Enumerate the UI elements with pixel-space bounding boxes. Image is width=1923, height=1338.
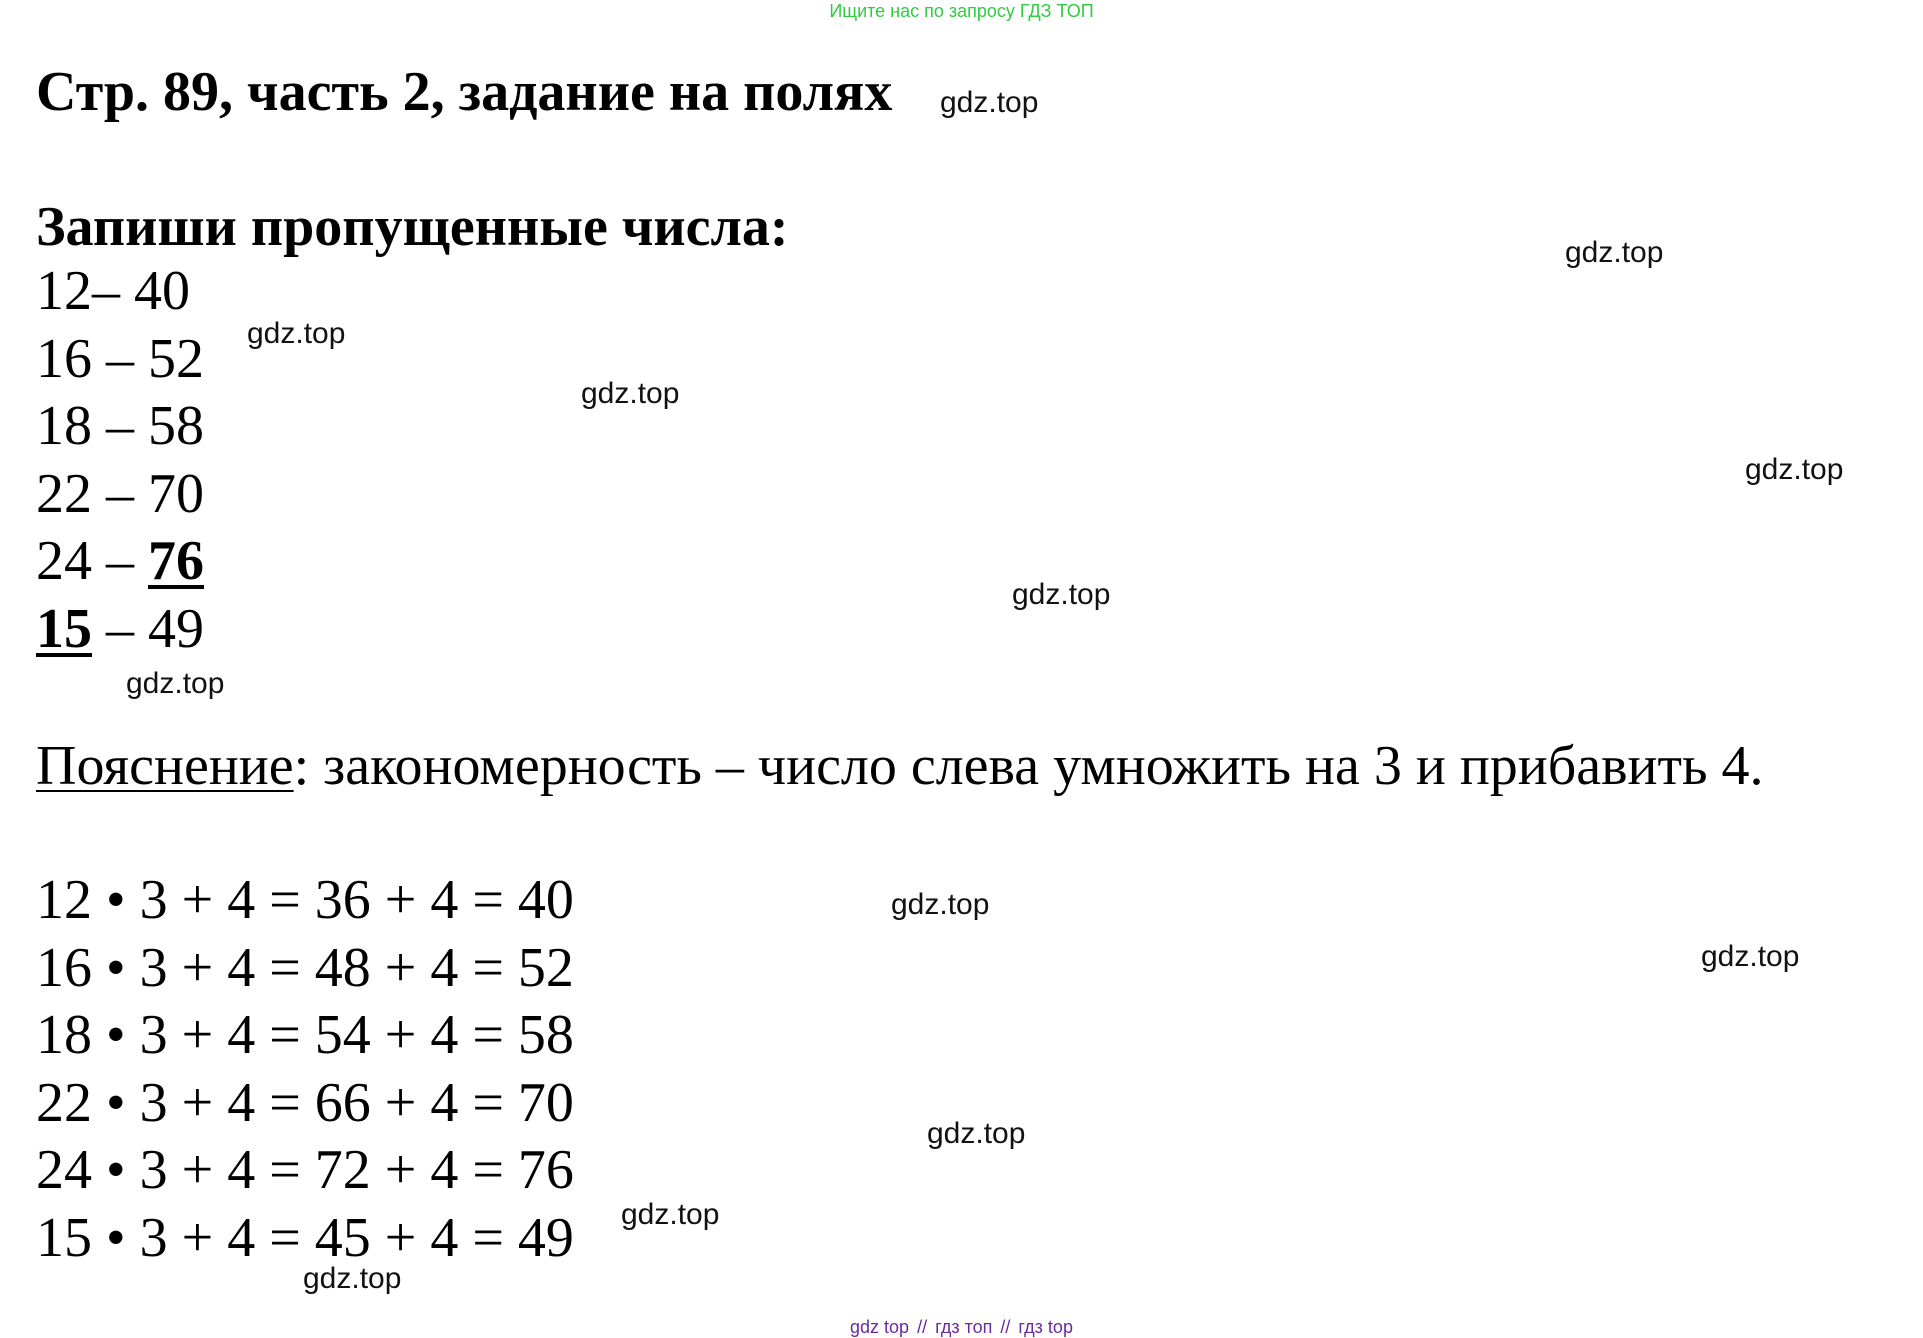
pair-answer-left: 15 (36, 597, 92, 660)
watermark: gdz.top (303, 1262, 402, 1295)
watermark: gdz.top (1565, 236, 1664, 269)
equations-list (36, 867, 574, 1272)
search-banner: Ищите нас по запросу ГДЗ ТОП (829, 1, 1094, 21)
watermark: gdz.top (581, 377, 680, 410)
pair-left: 18 (36, 395, 92, 457)
footer-link[interactable]: гдз топ (935, 1317, 993, 1337)
watermark: gdz.top (126, 667, 225, 700)
watermark: gdz.top (1701, 940, 1800, 973)
pair-left: 16 (36, 327, 92, 390)
equation-row: 22 • 3 + 4 = 66 + 4 = 70 (36, 1071, 574, 1134)
number-pairs-list (36, 258, 204, 663)
watermark: gdz.top (1745, 453, 1844, 486)
watermark: gdz.top (621, 1198, 720, 1231)
equation-row: 18 • 3 + 4 = 54 + 4 = 58 (36, 1004, 574, 1066)
explanation-label: Пояснение (36, 735, 294, 797)
equation-row: 16 • 3 + 4 = 48 + 4 = 52 (36, 936, 574, 999)
explanation-paragraph (36, 733, 1836, 800)
pair-right: 58 (148, 395, 204, 457)
footer-separator: // (1000, 1317, 1011, 1337)
pair-left: 24 (36, 530, 92, 592)
pair-left: 12 (36, 260, 92, 322)
pair-row (36, 258, 204, 326)
pair-separator: – (92, 260, 134, 322)
footer-links (0, 1316, 1923, 1338)
explanation-text: : закономерность – число слева умножить на 3 и прибавить 4. (293, 735, 1764, 797)
equation-row: 15 • 3 + 4 = 45 + 4 = 49 (36, 1206, 574, 1269)
pair-separator: – (92, 597, 148, 660)
pair-right: 49 (148, 597, 204, 660)
pair-separator: – (92, 462, 148, 525)
equation-row: 12 • 3 + 4 = 36 + 4 = 40 (36, 869, 574, 931)
equation-row: 24 • 3 + 4 = 72 + 4 = 76 (36, 1139, 574, 1201)
pair-separator: – (92, 395, 148, 457)
watermark: gdz.top (891, 888, 990, 921)
watermark: gdz.top (927, 1117, 1026, 1150)
pair-row (36, 393, 204, 461)
pair-right: 40 (134, 260, 190, 322)
footer-link[interactable]: гдз top (1018, 1317, 1073, 1337)
pair-row (36, 326, 204, 394)
pair-right: 70 (148, 462, 204, 525)
watermark: gdz.top (247, 317, 346, 350)
footer-separator: // (917, 1317, 928, 1337)
pair-right: 52 (148, 327, 204, 390)
pair-left: 22 (36, 462, 92, 525)
pair-answer-right: 76 (148, 530, 204, 592)
page-title: Стр. 89, часть 2, задание на полях (36, 61, 893, 123)
watermark: gdz.top (1012, 578, 1111, 611)
watermark: gdz.top (940, 86, 1039, 119)
pair-row (36, 528, 204, 596)
footer-link[interactable]: gdz top (850, 1317, 910, 1337)
pair-row (36, 461, 204, 529)
pair-separator: – (92, 530, 148, 592)
pair-separator: – (92, 327, 148, 390)
task-heading: Запиши пропущенные числа: (36, 196, 789, 258)
pair-row (36, 596, 204, 664)
